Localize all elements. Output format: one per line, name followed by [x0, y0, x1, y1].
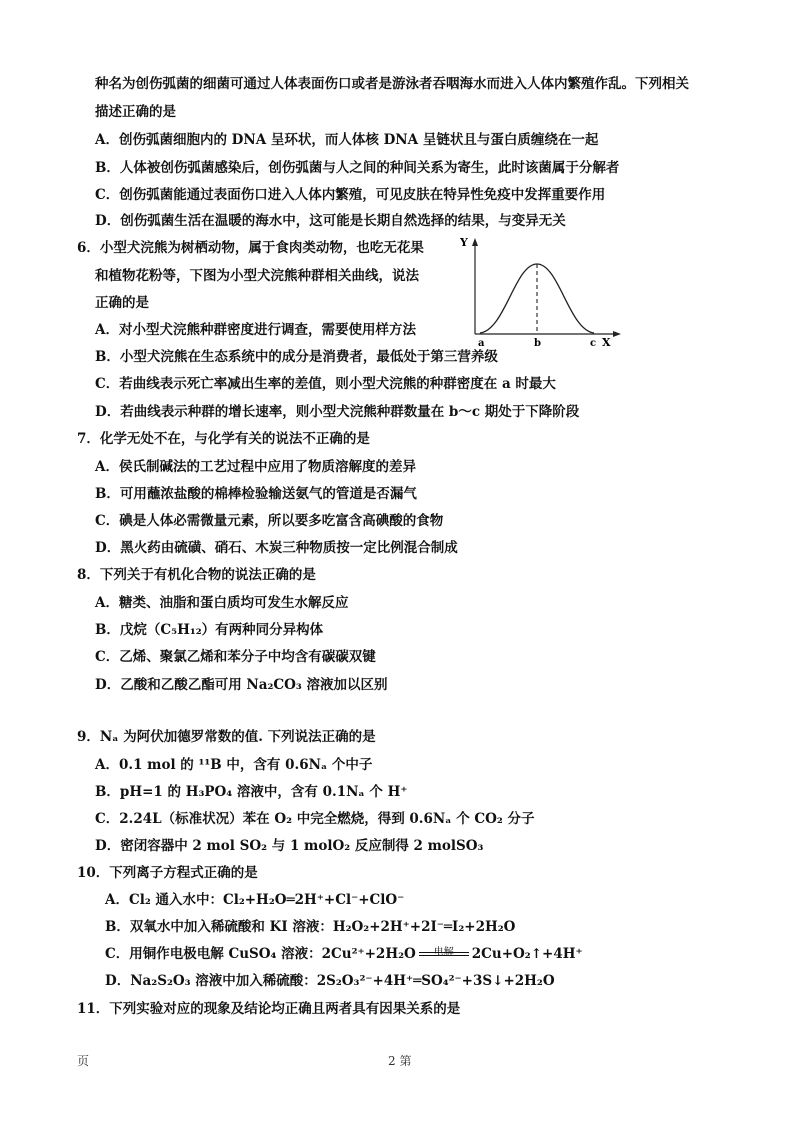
q5-intro-line2: 描述正确的是: [95, 104, 176, 120]
q10-option-c-left: C．用铜作电极电解 CuSO₄ 溶液：2Cu²⁺+2H₂O: [105, 946, 416, 962]
q8-option-b: B．戊烷（C₅H₁₂）有两种同分异构体: [95, 622, 324, 638]
point-b-label: b: [534, 338, 541, 349]
footer-left: 页: [77, 1054, 90, 1068]
q9-option-d: D．密闭容器中 2 mol SO₂ 与 1 molO₂ 反应制得 2 molSO₃: [95, 838, 484, 854]
q7-option-b: B．可用蘸浓盐酸的棉棒检验输送氨气的管道是否漏气: [95, 486, 417, 502]
q10-stem: 10．下列离子方程式正确的是: [77, 865, 258, 881]
q10-option-c-right: 2Cu+O₂↑+4H⁺: [471, 946, 583, 962]
y-axis-label: Y: [460, 236, 468, 249]
q5-option-c: C．创伤弧菌能通过表面伤口进入人体内繁殖，可见皮肤在特异性免疫中发挥重要作用: [95, 187, 606, 203]
q10-option-b: B．双氧水中加入稀硫酸和 KI 溶液：H₂O₂+2H⁺+2I⁻═I₂+2H₂O: [105, 919, 516, 935]
q5-option-b: B．人体被创伤弧菌感染后，创伤弧菌与人之间的种间关系为寄生，此时该菌属于分解者: [95, 160, 620, 176]
q7-option-c: C．碘是人体必需微量元素，所以要多吃富含高碘酸的食物: [95, 513, 444, 529]
q6-stem-line3: 正确的是: [95, 295, 149, 311]
q7-stem: 7．化学无处不在，与化学有关的说法不正确的是: [77, 431, 370, 447]
q10-option-a: A．Cl₂ 通入水中：Cl₂+H₂O═2H⁺+Cl⁻+ClO⁻: [105, 892, 405, 908]
q5-intro-line1: 种名为创伤弧菌的细菌可通过人体表面伤口或者是游泳者吞咽海水而进入人体内繁殖作乱。下列相关: [95, 76, 689, 92]
q6-stem-line2: 和植物花粉等，下图为小型犬浣熊种群相关曲线，说法: [95, 268, 419, 284]
q5-option-d: D．创伤弧菌生活在温暖的海水中，这可能是长期自然选择的结果，与变异无关: [95, 213, 566, 229]
footer-page-number: 2 第: [388, 1054, 412, 1068]
q8-stem: 8．下列关于有机化合物的说法正确的是: [77, 567, 316, 583]
q9-option-a: A．0.1 mol 的 ¹¹B 中，含有 0.6Nₐ 个中子: [95, 757, 373, 773]
q8-option-d: D．乙酸和乙酸乙酯可用 Na₂CO₃ 溶液加以区别: [95, 677, 388, 693]
y-axis-arrow: [472, 238, 478, 246]
x-axis-arrow: [613, 331, 621, 337]
q5-option-a: A．创伤弧菌细胞内的 DNA 呈环状，而人体核 DNA 呈链状且与蛋白质缠绕在一起: [95, 132, 599, 148]
q6-option-b: B．小型犬浣熊在生态系统中的成分是消费者，最低处于第三营养级: [95, 349, 498, 365]
point-c-label: c: [590, 338, 597, 349]
point-a-label: a: [478, 338, 485, 349]
q7-option-d: D．黑火药由硫磺、硝石、木炭三种物质按一定比例混合制成: [95, 540, 458, 556]
q10-option-d: D．Na₂S₂O₃ 溶液中加入稀硫酸：2S₂O₃²⁻+4H⁺═SO₄²⁻+3S↓+2H₂O: [105, 973, 555, 989]
q9-option-c: C．2.24L（标准状况）苯在 O₂ 中完全燃烧，得到 0.6Nₐ 个 CO₂ 分子: [95, 811, 535, 827]
q7-option-a: A．侯氏制碱法的工艺过程中应用了物质溶解度的差异: [95, 459, 416, 475]
q6-option-d: D．若曲线表示种群的增长速率，则小型犬浣熊种群数量在 b～c 期处于下降阶段: [95, 404, 580, 420]
q8-option-c: C．乙烯、聚氯乙烯和苯分子中均含有碳碳双键: [95, 649, 376, 665]
population-curve-graph: [455, 234, 630, 352]
q8-option-a: A．糖类、油脂和蛋白质均可发生水解反应: [95, 595, 349, 611]
electrolysis-condition: 电解: [419, 956, 469, 958]
x-axis-label: X: [602, 336, 611, 349]
q9-option-b: B．pH=1 的 H₃PO₄ 溶液中，含有 0.1Nₐ 个 H⁺: [95, 784, 408, 800]
q6-option-c: C．若曲线表示死亡率减出生率的差值，则小型犬浣熊的种群密度在 a 时最大: [95, 376, 556, 392]
q6-stem-line1: 6．小型犬浣熊为树栖动物，属于食肉类动物，也吃无花果: [77, 240, 424, 256]
q6-option-a: A．对小型犬浣熊种群密度进行调查，需要使用样方法: [95, 322, 416, 338]
q9-stem: 9．Nₐ 为阿伏加德罗常数的值. 下列说法正确的是: [77, 729, 376, 745]
q11-stem: 11．下列实验对应的现象及结论均正确且两者具有因果关系的是: [77, 1001, 461, 1017]
q10-option-c: [105, 945, 583, 963]
